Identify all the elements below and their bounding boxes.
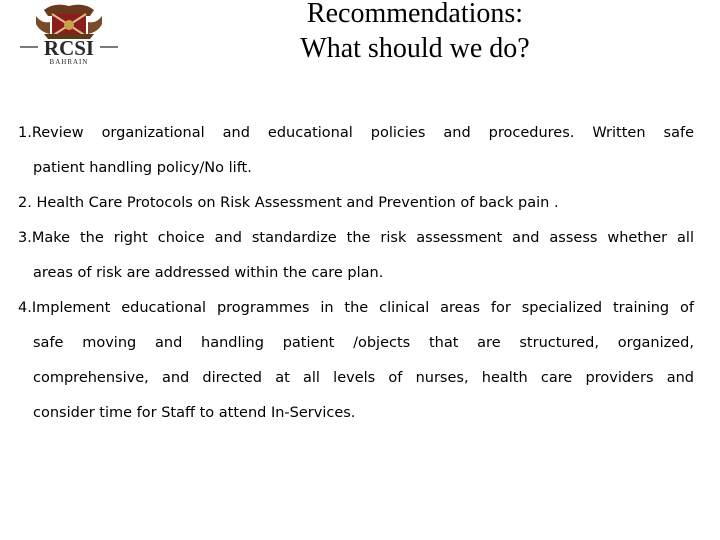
rcsi-crest-icon xyxy=(14,2,124,66)
title-line-1: Recommendations: xyxy=(306,0,524,29)
recommendation-line: 4.Implement educational programmes in the clinical areas for specialized training of xyxy=(18,300,694,316)
slide-title xyxy=(230,0,600,66)
recommendation-item-3 xyxy=(18,221,694,291)
crest-graphic xyxy=(36,5,102,39)
logo-subtext: BAHRAIN xyxy=(49,58,89,66)
recommendation-line: patient handling policy/No lift. xyxy=(33,160,252,176)
recommendation-line: areas of risk are addressed within the care plan. xyxy=(33,265,384,281)
recommendation-line: 1.Review organizational and educational policies and procedures. Written safe xyxy=(18,125,694,141)
recommendation-item-1 xyxy=(18,116,694,186)
recommendation-item-2 xyxy=(18,186,694,221)
logo-text: RCSI xyxy=(43,36,95,60)
recommendation-line: consider time for Staff to attend In-Services. xyxy=(33,405,356,421)
recommendation-line: 3.Make the right choice and standardize the risk assessment and assess whether all xyxy=(18,230,694,246)
title-line-2: What should we do? xyxy=(300,33,530,64)
recommendations-list xyxy=(18,116,694,431)
recommendation-line: safe moving and handling patient /objects that are structured, organized, xyxy=(33,335,694,351)
recommendation-item-4 xyxy=(18,291,694,431)
recommendation-line: 2. Health Care Protocols on Risk Assessment and Prevention of back pain . xyxy=(18,195,559,211)
recommendation-line: comprehensive, and directed at all levels of nurses, health care providers and xyxy=(33,370,694,386)
